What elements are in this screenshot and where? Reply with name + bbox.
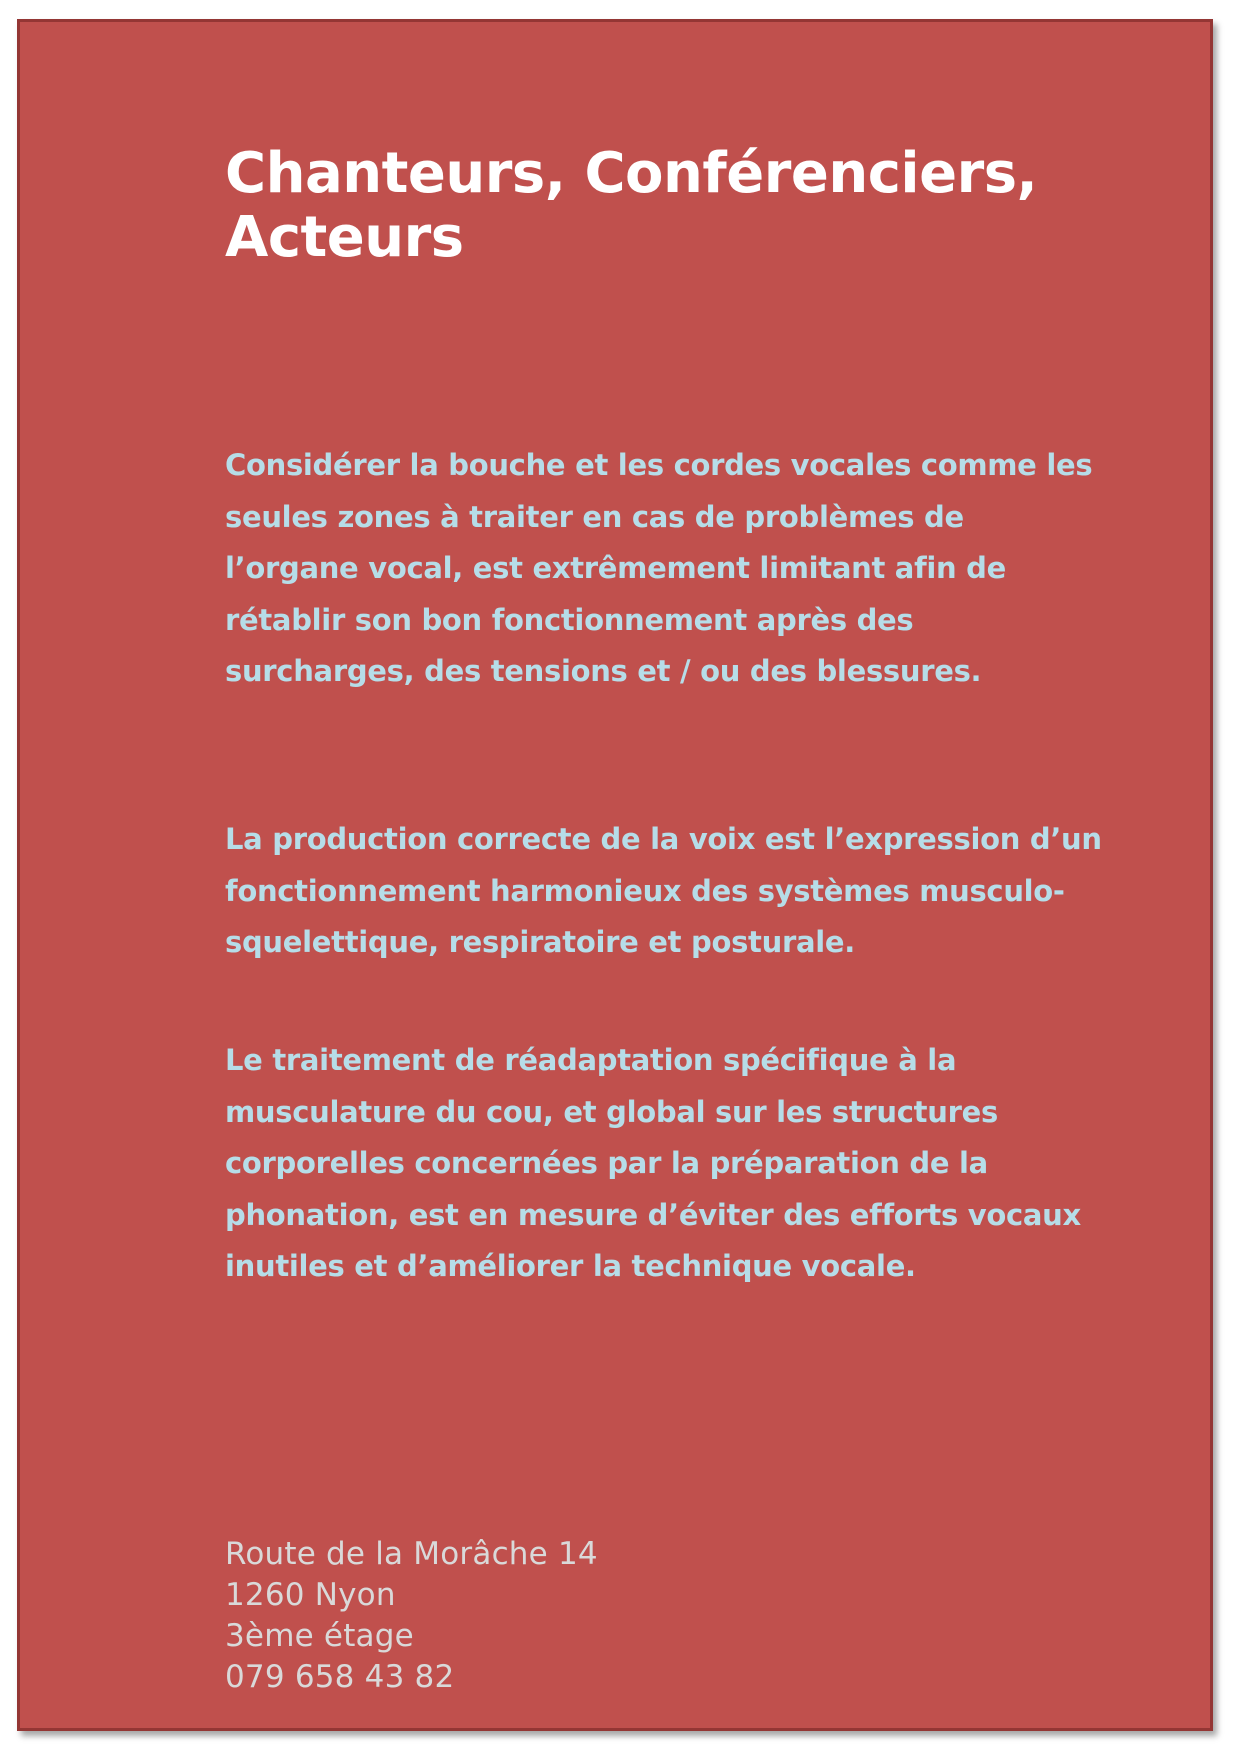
page-title bbox=[225, 142, 1125, 270]
address-city: 1260 Nyon bbox=[225, 1577, 396, 1613]
paragraph-voice-production: La production correcte de la voix est l’expression d’un fonctionnement harmonieux des systèmes musculo-squelettique, respiratoire et posturale. bbox=[225, 822, 1102, 959]
document-page bbox=[17, 19, 1213, 1731]
paragraph-rehabilitation-treatment: Le traitement de réadaptation spécifique à la musculature du cou, et global sur les structures corporelles concernées par la préparation de la phonation, est en mesure d’éviter des efforts vocaux inutiles et d’améliorer la technique vocale. bbox=[225, 1043, 1081, 1283]
address-street: Route de la Morâche 14 bbox=[225, 1536, 598, 1572]
paragraph-mouth-vocal-cords: Considérer la bouche et les cordes vocales comme les seules zones à traiter en cas de problèmes de l’organe vocal, est extrêmement limitant afin de rétablir son bon fonctionnement après des surcharges, des tensions et / ou des blessures. bbox=[225, 448, 1093, 688]
title-line-2: Acteurs bbox=[225, 205, 464, 270]
address-block bbox=[225, 1534, 598, 1698]
title-line-1: Chanteurs, Conférenciers, bbox=[225, 141, 1038, 206]
address-phone: 079 658 43 82 bbox=[225, 1659, 455, 1695]
address-floor: 3ème étage bbox=[225, 1618, 414, 1654]
